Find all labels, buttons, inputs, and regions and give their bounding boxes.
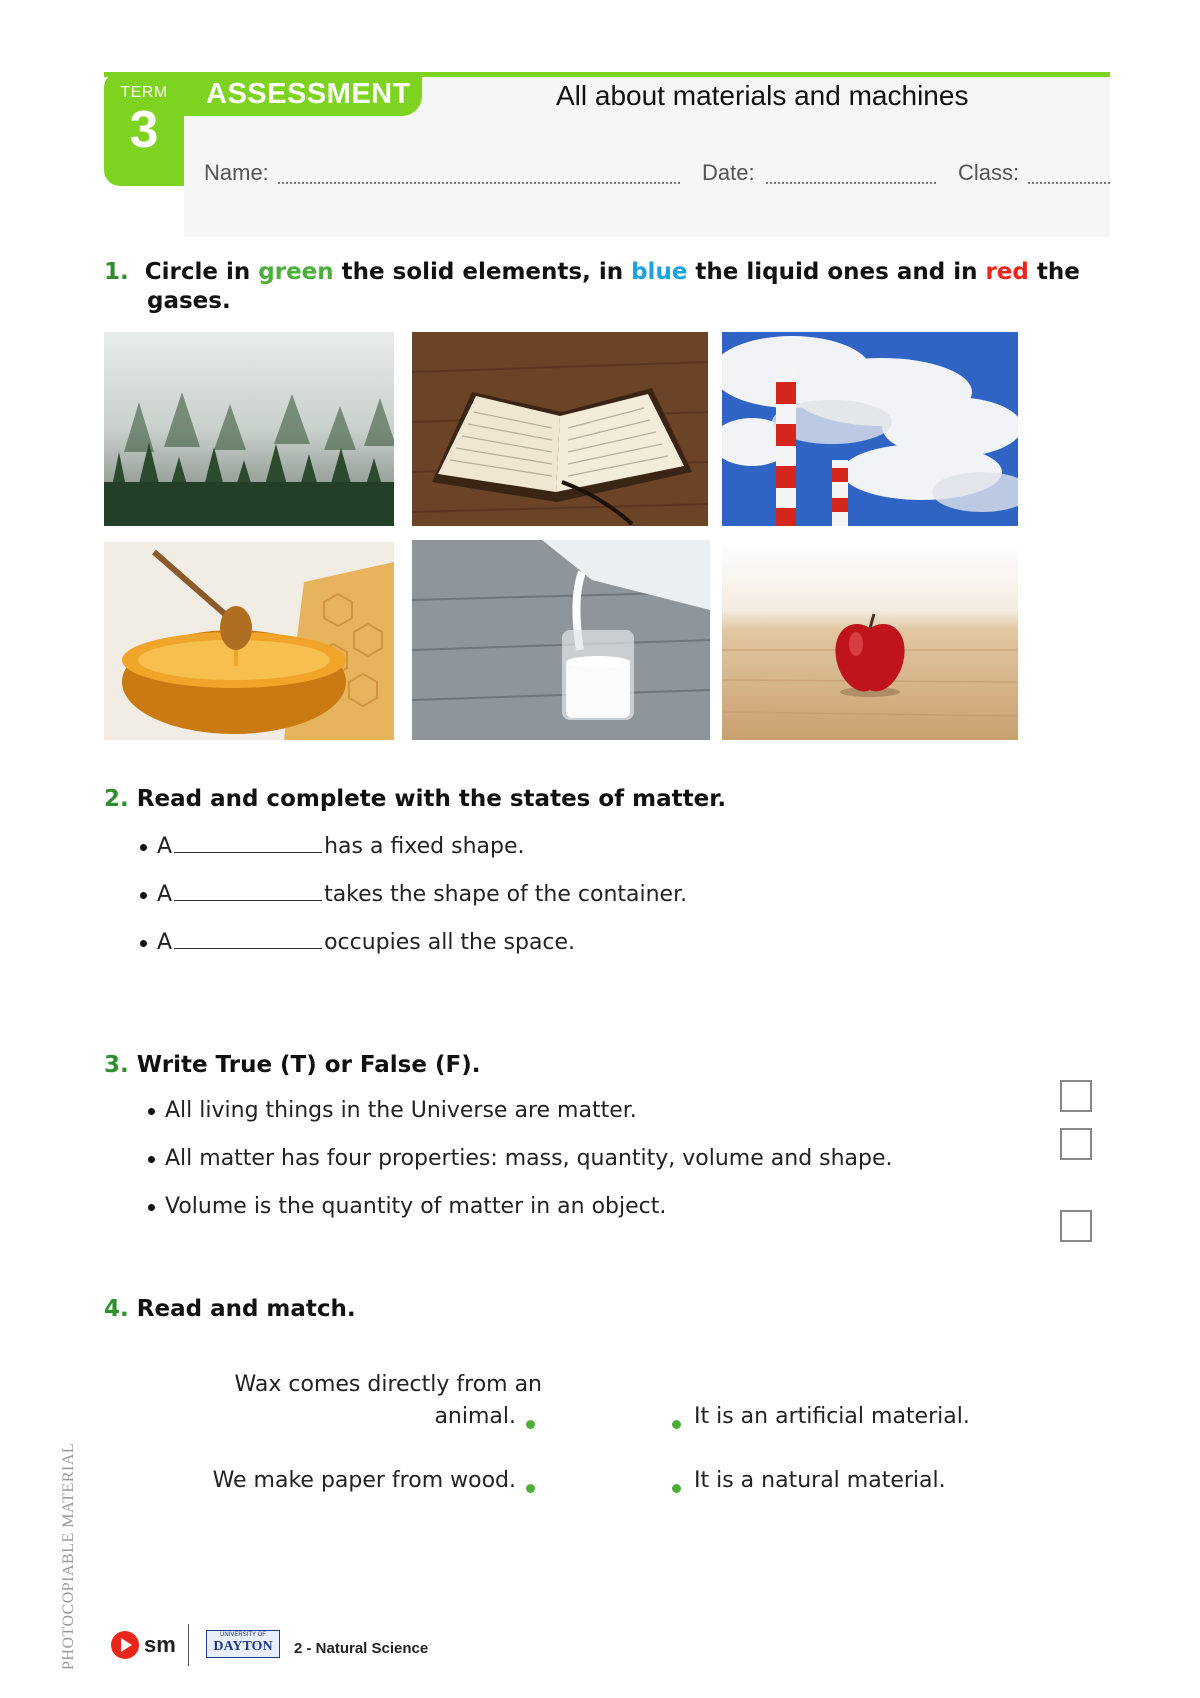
answer-blank[interactable] — [174, 930, 322, 949]
match-right-item: It is a natural material. — [694, 1468, 946, 1493]
q1-text-2: the solid elements, in — [333, 259, 632, 285]
q1-instruction-line2: gases. — [147, 288, 231, 314]
answer-blank[interactable] — [174, 882, 322, 901]
match-right-item: It is an artificial material. — [694, 1404, 970, 1429]
photo-chimneys[interactable] — [722, 332, 1018, 526]
q2-item — [140, 930, 575, 955]
match-left-line: Wax comes directly from an — [234, 1372, 542, 1397]
term-label: TERM — [120, 84, 168, 101]
match-dot[interactable] — [672, 1478, 681, 1497]
q1-text-1: Circle in — [144, 259, 259, 285]
q2-item — [140, 882, 687, 907]
sm-logo — [110, 1630, 140, 1664]
match-dot[interactable] — [672, 1414, 681, 1433]
q2-instruction — [104, 786, 726, 812]
q1-word-blue: blue — [631, 259, 688, 285]
q2-item — [140, 834, 525, 859]
name-label: Name: — [204, 160, 269, 185]
name-field[interactable] — [278, 182, 680, 184]
q2-item-prefix: A — [157, 834, 173, 859]
q1-word-red: red — [985, 259, 1029, 285]
q4-number: 4. — [104, 1296, 129, 1322]
q3-instruction — [104, 1052, 480, 1078]
unit-title: All about materials and machines — [556, 80, 969, 111]
match-left-line: animal. — [434, 1404, 516, 1429]
bullet — [148, 1108, 155, 1115]
bullet — [140, 892, 147, 899]
photo-honey[interactable] — [104, 542, 394, 740]
q2-number: 2. — [104, 786, 129, 812]
q1-text-3: the liquid ones and in — [687, 259, 986, 285]
match-dot[interactable] — [526, 1414, 535, 1433]
partner-top: UNIVERSITY OF — [220, 1632, 266, 1638]
bullet — [140, 940, 147, 947]
match-dot[interactable] — [526, 1478, 535, 1497]
term-badge — [104, 72, 184, 186]
q3-item — [148, 1098, 637, 1123]
class-label: Class: — [958, 160, 1020, 185]
bullet — [148, 1156, 155, 1163]
photo-book[interactable] — [412, 332, 708, 526]
q3-item-text: All living things in the Universe are matter. — [165, 1098, 637, 1123]
q1-text-4: the — [1028, 259, 1080, 285]
q1-number: 1. — [104, 259, 129, 285]
q2-item-text: takes the shape of the container. — [324, 882, 688, 907]
photo-milk[interactable] — [412, 540, 710, 740]
q3-number: 3. — [104, 1052, 129, 1078]
bullet — [140, 844, 147, 851]
bullet — [148, 1204, 155, 1211]
q3-item — [148, 1194, 666, 1219]
q3-item-text: All matter has four properties: mass, quantity, volume and shape. — [165, 1146, 893, 1171]
section-tab: ASSESSMENT — [184, 72, 422, 116]
q2-item-prefix: A — [157, 930, 173, 955]
q3-title: Write True (T) or False (F). — [136, 1052, 481, 1078]
q4-title: Read and match. — [136, 1296, 356, 1322]
q4-instruction — [104, 1296, 356, 1322]
q1-word-green: green — [258, 259, 334, 285]
photo-forest[interactable] — [104, 332, 394, 526]
photocopiable-note: PHOTOCOPIABLE MATERIAL — [60, 1442, 77, 1670]
match-left-item: We make paper from wood. — [212, 1468, 516, 1493]
photo-apple[interactable] — [722, 540, 1018, 740]
q3-item-text: Volume is the quantity of matter in an object. — [165, 1194, 667, 1219]
q2-item-text: occupies all the space. — [324, 930, 576, 955]
q2-item-text: has a fixed shape. — [324, 834, 525, 859]
answer-checkbox[interactable] — [1060, 1080, 1092, 1112]
term-number: 3 — [129, 101, 159, 159]
page-label: 2 - Natural Science — [294, 1640, 429, 1657]
publisher-name: sm — [144, 1632, 176, 1657]
partner-logo — [206, 1630, 280, 1658]
answer-checkbox[interactable] — [1060, 1210, 1092, 1242]
q2-item-prefix: A — [157, 882, 173, 907]
date-field[interactable] — [766, 182, 936, 184]
q3-item — [148, 1146, 893, 1171]
class-field[interactable] — [1028, 182, 1110, 184]
answer-checkbox[interactable] — [1060, 1128, 1092, 1160]
footer-divider — [188, 1624, 189, 1666]
date-label: Date: — [702, 160, 755, 185]
play-icon — [110, 1630, 140, 1660]
partner-name: DAYTON — [213, 1639, 273, 1654]
q2-title: Read and complete with the states of matter. — [136, 786, 727, 812]
answer-blank[interactable] — [174, 834, 322, 853]
q1-instruction — [104, 256, 1114, 288]
